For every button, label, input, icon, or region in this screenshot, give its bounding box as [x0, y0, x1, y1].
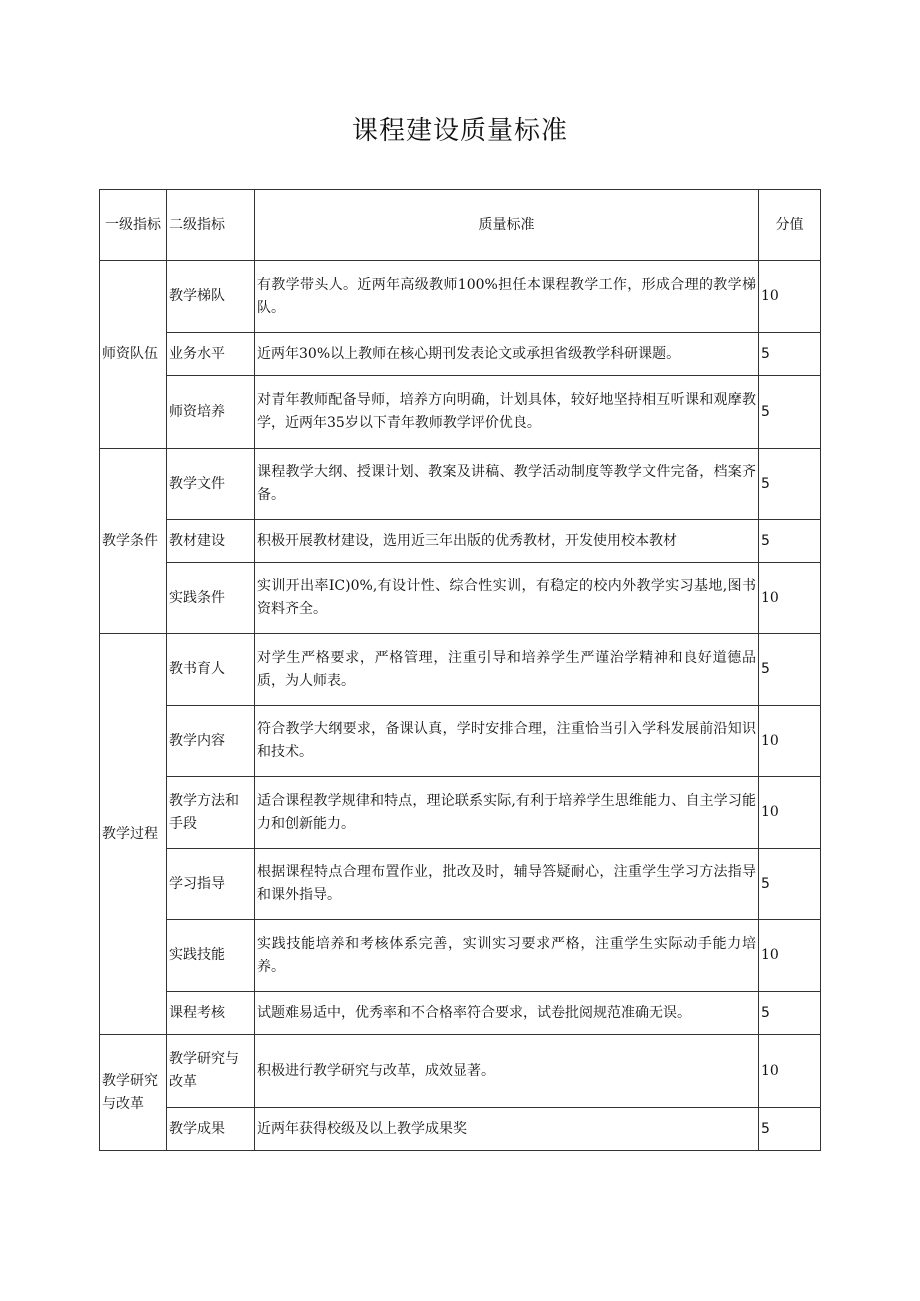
- standard-text: 近两年30%以上教师在核心期刊发表论文或承担省级教学科研课题。: [255, 333, 759, 376]
- table-row: [100, 920, 821, 992]
- sub-indicator: 实践技能: [167, 920, 255, 992]
- sub-indicator: 教学方法和手段: [167, 777, 255, 849]
- table-row: [100, 449, 821, 520]
- standard-text: 积极开展教材建设，选用近三年出版的优秀教材，开发使用校本教材: [255, 520, 759, 563]
- table-row: [100, 1035, 821, 1108]
- category-cell: 教学研究与改革: [100, 1035, 167, 1151]
- standard-text: 根据课程特点合理布置作业，批改及时，辅导答疑耐心，注重学生学习方法指导和课外指导。: [255, 849, 759, 920]
- standard-text: 对青年教师配备导师，培养方向明确，计划具体，较好地坚持相互听课和观摩教学，近两年35岁以下青年教师教学评价优良。: [255, 376, 759, 449]
- table-row: [100, 520, 821, 563]
- table-row: [100, 849, 821, 920]
- category-cell: 教学条件: [100, 449, 167, 634]
- table-row: [100, 261, 821, 333]
- category-cell: 师资队伍: [100, 261, 167, 449]
- score-cell: 5: [759, 449, 821, 520]
- table-body: [100, 261, 821, 1151]
- standard-text: 适合课程教学规律和特点，理论联系实际,有利于培养学生思维能力、自主学习能力和创新能力。: [255, 777, 759, 849]
- standard-text: 积极进行教学研究与改革，成效显著。: [255, 1035, 759, 1108]
- header-standard: 质量标准: [255, 190, 759, 261]
- table-row: [100, 992, 821, 1035]
- table-row: [100, 706, 821, 777]
- sub-indicator: 学习指导: [167, 849, 255, 920]
- sub-indicator: 教学内容: [167, 706, 255, 777]
- standard-text: 近两年获得校级及以上教学成果奖: [255, 1108, 759, 1151]
- standard-text: 实践技能培养和考核体系完善，实训实习要求严格，注重学生实际动手能力培养。: [255, 920, 759, 992]
- sub-indicator: 教材建设: [167, 520, 255, 563]
- table-row: [100, 634, 821, 706]
- sub-indicator: 教学研究与改革: [167, 1035, 255, 1108]
- standard-text: 课程教学大纲、授课计划、教案及讲稿、教学活动制度等教学文件完备，档案齐备。: [255, 449, 759, 520]
- header-row: [100, 190, 821, 261]
- sub-indicator: 课程考核: [167, 992, 255, 1035]
- sub-indicator: 教书育人: [167, 634, 255, 706]
- score-cell: 5: [759, 1108, 821, 1151]
- category-cell: 教学过程: [100, 634, 167, 1035]
- table-row: [100, 563, 821, 634]
- table-row: [100, 1108, 821, 1151]
- header-score: 分值: [759, 190, 821, 261]
- sub-indicator: 教学成果: [167, 1108, 255, 1151]
- score-cell: 10: [759, 261, 821, 333]
- table-row: [100, 333, 821, 376]
- score-cell: 5: [759, 849, 821, 920]
- table-row: [100, 376, 821, 449]
- standard-text: 试题难易适中，优秀率和不合格率符合要求，试卷批阅规范准确无误。: [255, 992, 759, 1035]
- sub-indicator: 师资培养: [167, 376, 255, 449]
- page-title: 课程建设质量标准: [351, 116, 568, 146]
- score-cell: 10: [759, 1035, 821, 1108]
- quality-standard-table: [99, 189, 821, 1151]
- sub-indicator: 业务水平: [167, 333, 255, 376]
- score-cell: 5: [759, 634, 821, 706]
- sub-indicator: 教学梯队: [167, 261, 255, 333]
- score-cell: 5: [759, 333, 821, 376]
- sub-indicator: 实践条件: [167, 563, 255, 634]
- standard-text: 实训开出率IC)0%,有设计性、综合性实训，有稳定的校内外教学实习基地,图书资料齐全。: [255, 563, 759, 634]
- score-cell: 10: [759, 563, 821, 634]
- score-cell: 10: [759, 920, 821, 992]
- score-cell: 5: [759, 992, 821, 1035]
- header-level1: 一级指标: [100, 190, 167, 261]
- standard-text: 对学生严格要求，严格管理，注重引导和培养学生严谨治学精神和良好道德品质，为人师表。: [255, 634, 759, 706]
- score-cell: 5: [759, 376, 821, 449]
- header-level2: 二级指标: [167, 190, 255, 261]
- score-cell: 10: [759, 777, 821, 849]
- sub-indicator: 教学文件: [167, 449, 255, 520]
- standard-text: 符合教学大纲要求，备课认真，学时安排合理，注重恰当引入学科发展前沿知识和技术。: [255, 706, 759, 777]
- standard-text: 有教学带头人。近两年高级教师100%担任本课程教学工作，形成合理的教学梯队。: [255, 261, 759, 333]
- score-cell: 5: [759, 520, 821, 563]
- table-row: [100, 777, 821, 849]
- score-cell: 10: [759, 706, 821, 777]
